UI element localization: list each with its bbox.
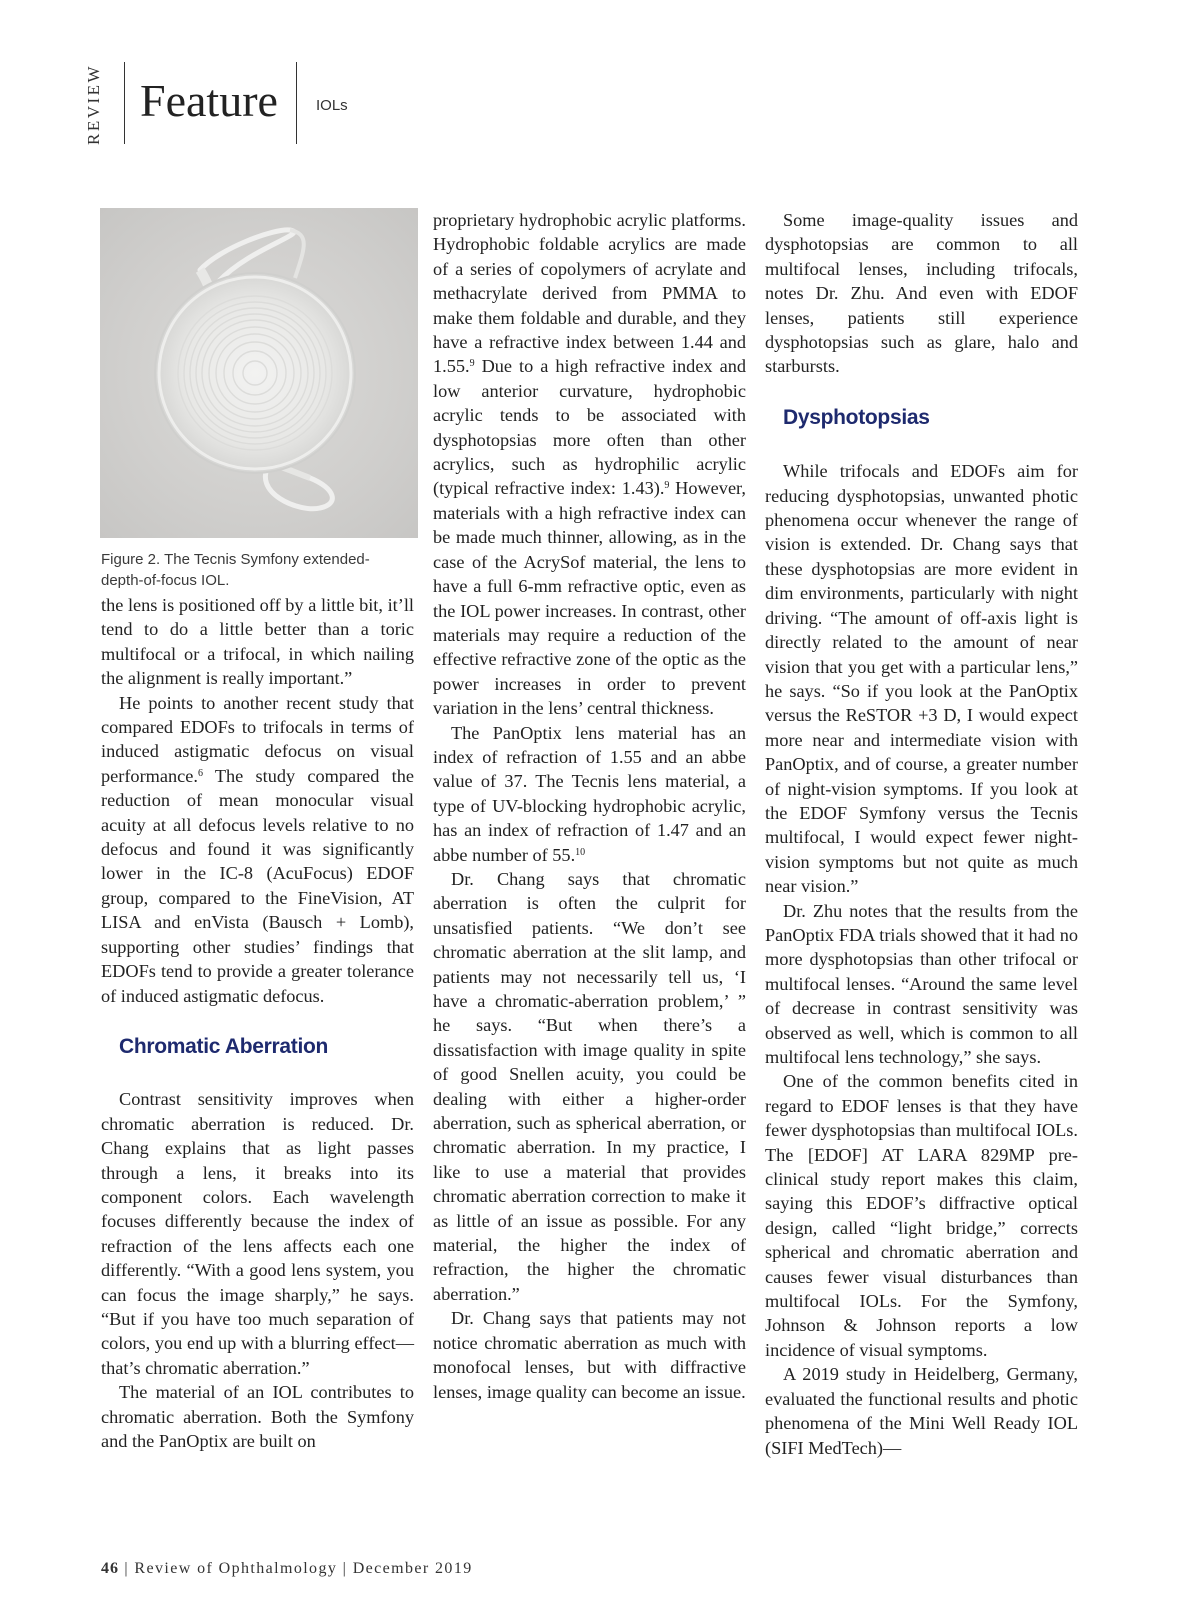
footer-separator: | [124, 1560, 130, 1577]
iol-lens-icon [100, 208, 418, 538]
footer-separator: | [342, 1560, 348, 1577]
paragraph-text: However, materials with a high refractive index can be made much thinner, allowing, as in the case of the AcrySof material, the lens to have a full 6-mm refractive optic, even as the IOL power increases. In contrast, other materials may require a reduction of the effective refractive zone of the optic as the power increases in order to prevent variation in the lens’ central thickness. [433, 478, 746, 719]
paragraph: The material of an IOL contributes to chromatic aberration. Both the Symfony and the PanOptix are built on [101, 1382, 414, 1451]
page-footer [101, 1560, 473, 1578]
column-3 [765, 208, 1078, 1460]
paragraph [433, 208, 746, 721]
citation-ref: 6 [197, 767, 203, 779]
paragraph-text: The PanOptix lens material has an index of refraction of 1.55 and an abbe value of 37. The Tecnis lens material, a type of UV-blocking hydrophobic acrylic, has an index of refraction of 1.47 and an abbe number of 55. [433, 722, 746, 865]
paragraph: Dr. Chang says that chromatic aberration is often the culprit for unsatisfied patients. “We don’t see chromatic aberration at the slit lamp, and patients may not necessarily tell us, ‘I have a chromatic-aberration problem,’ ” he says. “But when there’s a dissatisfaction with image quality in spite of good Snellen acuity, you could be dealing with either a higher-order aberration, such as spherical aberration, or chromatic aberration. In my practice, I like to use a material that provides chromatic aberration correction to make it as little of an issue as possible. For any material, the higher the index of refraction, the higher the chromatic aberration.” [433, 868, 746, 1304]
citation-ref: 9 [469, 358, 475, 370]
paragraph-text: Due to a high refractive index and low anterior curvature, hydrophobic acrylic tends to be associated with dysphotopsias more often than other acrylics, such as hydrophilic acrylic (typical refractive index: 1.43). [433, 356, 746, 499]
paragraph-text: He points to another recent study that compared EDOFs to trifocals in terms of induced astigmatic defocus on visual performance. [101, 692, 414, 786]
paragraph: While trifocals and EDOFs aim for reducing dysphotopsias, unwanted photic phenomena occur whenever the range of vision is extended. Dr. Chang says that these dysphotopsias are more evident in dim environments, particularly with night driving. “The amount of off-axis light is directly related to the amount of near vision that you get with a particular lens,” he says. “So if you look at the PanOptix versus the ReSTOR +3 D, I would expect more near and intermediate vision with PanOptix, and of course, a greater number of night-vision symptoms. If you look at the EDOF Symfony versus the Tecnis multifocal, I would expect fewer night-vision symptoms but not quite as much near vision.” [765, 461, 1078, 897]
column-2 [433, 208, 746, 1404]
paragraph-text: proprietary hydrophobic acrylic platforms. Hydrophobic foldable acrylics are made of a series of copolymers of acrylate and methacrylate derived from PMMA to make them foldable and durable, and they have a refractive index between 1.44 and 1.55. [433, 210, 746, 377]
paragraph: Dr. Zhu notes that the results from the PanOptix FDA trials showed that it had no more dysphotopsias than other trifocal or multifocal lenses. “Around the same level of decrease in contrast sensitivity was observed as well, which is common to all multifocal lens technology,” she says. [765, 900, 1078, 1067]
section-tag: IOLs [316, 97, 348, 114]
header-divider-right [296, 62, 297, 144]
paragraph [433, 721, 746, 867]
publication-name: Review of Ophthalmology [134, 1560, 338, 1577]
feature-label: Feature [140, 75, 278, 126]
paragraph [101, 691, 414, 1008]
iol-lens-image [100, 208, 418, 538]
section-heading-chromatic-aberration: Chromatic Aberration [119, 1034, 329, 1058]
paragraph: One of the common benefits cited in regard to EDOF lenses is that they have fewer dysphotopsias than multifocal IOLs. The [EDOF] AT LARA 829MP pre-clinical study report makes this claim, saying this EDOF’s diffractive optical design, called “light bridge,” corrects spherical and chromatic aberration and causes fewer visual disturbances than multifocal IOLs. For the Symfony, Johnson & Johnson reports a low incidence of visual symptoms. [765, 1071, 1078, 1360]
paragraph: Contrast sensitivity improves when chromatic aberration is reduced. Dr. Chang explains that as light passes through a lens, it breaks into its component colors. Each wavelength focuses differently because the index of refraction of the lens affects each one differently. “With a good lens system, you can focus the image sharply,” he says. “But if you have too much separation of colors, you end up with a blurring effect—that’s chromatic aberration.” [101, 1089, 414, 1378]
section-heading-dysphotopsias: Dysphotopsias [783, 405, 930, 429]
paragraph: Dr. Chang says that patients may not notice chromatic aberration as much with monofocal lenses, but with diffractive lenses, image quality can become an issue. [433, 1308, 746, 1402]
column-1 [101, 593, 414, 1453]
citation-ref: 10 [575, 846, 586, 858]
paragraph: the lens is positioned off by a little bit, it’ll tend to do a little better than a toric multifocal or a trifocal, in which nailing the alignment is really important.” [101, 595, 414, 689]
page-number: 46 [101, 1560, 119, 1577]
paragraph-text: The study compared the reduction of mean monocular visual acuity at all defocus levels relative to no defocus and found it was significantly lower in the IC-8 (AcuFocus) EDOF group, compared to the FineVision, AT LISA and enVista (Bausch + Lomb), supporting other studies’ findings that EDOFs tend to provide a greater tolerance of induced astigmatic defocus. [101, 765, 414, 1006]
figure-caption: Figure 2. The Tecnis Symfony extended-depth-of-focus IOL. [101, 551, 370, 589]
header-divider-left [124, 62, 125, 144]
citation-ref: 9 [664, 480, 670, 492]
paragraph: Some image-quality issues and dysphotopsias are common to all multifocal lenses, including trifocals, notes Dr. Zhu. And even with EDOF lenses, patients still experience dysphotopsias such as glare, halo and starbursts. [765, 210, 1078, 377]
paragraph: A 2019 study in Heidelberg, Germany, evaluated the functional results and photic phenomena of the Mini Well Ready IOL (SIFI MedTech)— [765, 1364, 1078, 1458]
magazine-vertical-label: REVIEW [84, 63, 103, 145]
issue-date: December 2019 [352, 1560, 473, 1577]
